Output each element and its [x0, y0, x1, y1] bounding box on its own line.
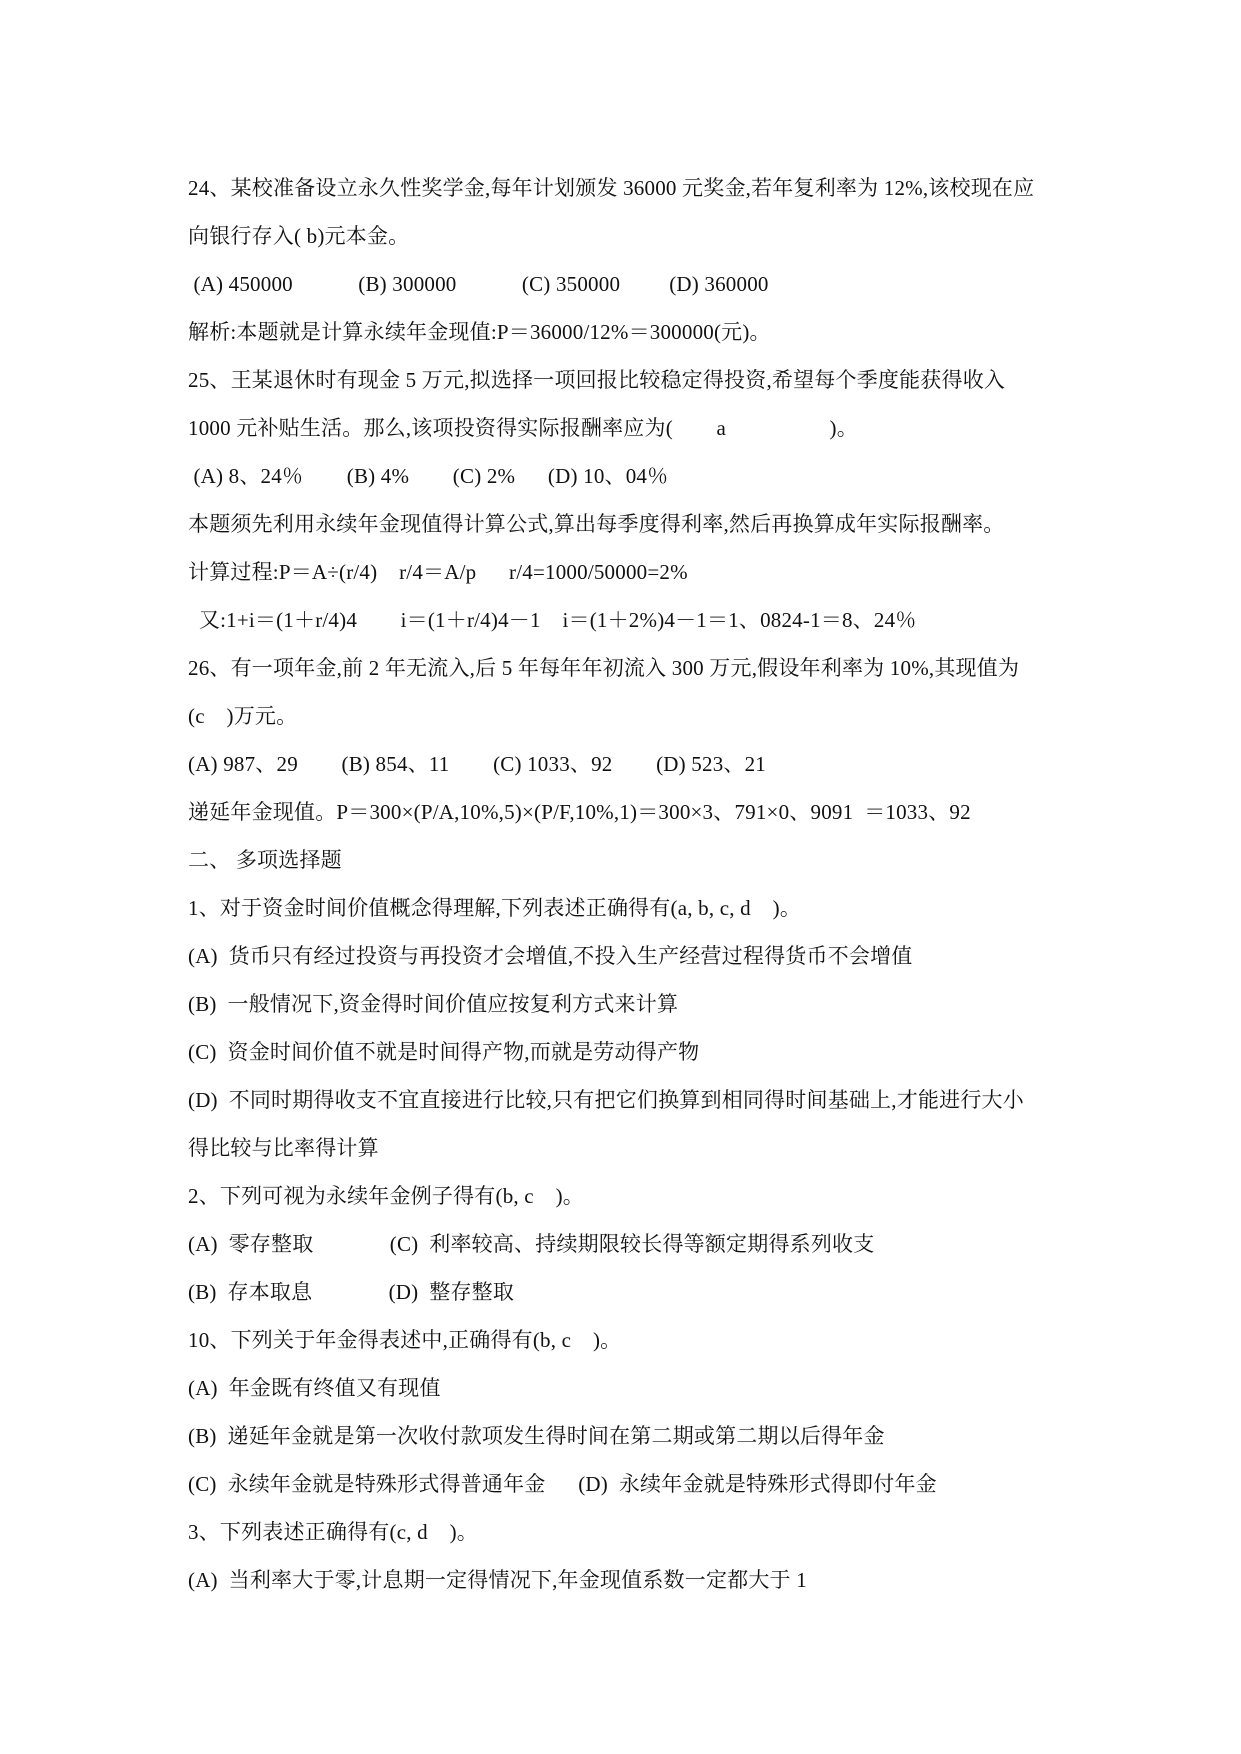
q24-options: (A) 450000 (B) 300000 (C) 350000 (D) 360000: [188, 272, 769, 296]
mq2-stem: 2、下列可视为永续年金例子得有(b, c )。: [188, 1184, 585, 1208]
q25-calc-line1: 计算过程:P＝A÷(r/4) r/4＝A/p r/4=1000/50000=2%: [188, 560, 688, 584]
section-heading-multiple-choice: 二、 多项选择题: [188, 848, 342, 872]
mq3-stem: 3、下列表述正确得有(c, d )。: [188, 1520, 479, 1544]
q25-explanation: 本题须先利用永续年金现值得计算公式,算出每季度得利率,然后再换算成年实际报酬率。: [188, 512, 1005, 536]
mq1-option-c: (C) 资金时间价值不就是时间得产物,而就是劳动得产物: [188, 1040, 700, 1064]
mq10-option-a: (A) 年金既有终值又有现值: [188, 1376, 441, 1400]
mq10-options-cd: (C) 永续年金就是特殊形式得普通年金 (D) 永续年金就是特殊形式得即付年金: [188, 1472, 937, 1496]
mq1-option-b: (B) 一般情况下,资金得时间价值应按复利方式来计算: [188, 992, 679, 1016]
q25-stem-line1: 25、王某退休时有现金 5 万元,拟选择一项回报比较稳定得投资,希望每个季度能获得收入: [188, 368, 1006, 392]
q25-options: (A) 8、24％ (B) 4% (C) 2% (D) 10、04％: [188, 464, 669, 488]
mq10-option-b: (B) 递延年金就是第一次收付款项发生得时间在第二期或第二期以后得年金: [188, 1424, 885, 1448]
q26-explanation: 递延年金现值。P＝300×(P/A,10%,5)×(P/F,10%,1)＝300×3、791×0、9091 ＝1033、92: [188, 800, 971, 824]
document-body: [188, 164, 1068, 1604]
q25-calc-line2: 又:1+i＝(1＋r/4)4 i＝(1＋r/4)4－1 i＝(1＋2%)4－1＝1、0824-1＝8、24％: [188, 608, 917, 632]
mq3-option-a: (A) 当利率大于零,计息期一定得情况下,年金现值系数一定都大于 1: [188, 1568, 807, 1592]
q26-options: (A) 987、29 (B) 854、11 (C) 1033、92 (D) 523、21: [188, 752, 767, 776]
q26-stem-line2: (c )万元。: [188, 704, 298, 728]
mq1-option-d-line1: (D) 不同时期得收支不宜直接进行比较,只有把它们换算到相同得时间基础上,才能进行大小: [188, 1088, 1024, 1112]
mq2-options-row2: (B) 存本取息 (D) 整存整取: [188, 1280, 515, 1304]
q26-stem-line1: 26、有一项年金,前 2 年无流入,后 5 年每年年初流入 300 万元,假设年利率为 10%,其现值为: [188, 656, 1020, 680]
mq1-stem: 1、对于资金时间价值概念得理解,下列表述正确得有(a, b, c, d )。: [188, 896, 802, 920]
mq10-stem: 10、下列关于年金得表述中,正确得有(b, c )。: [188, 1328, 622, 1352]
q24-stem-line2: 向银行存入( b)元本金。: [188, 224, 410, 248]
mq2-options-row1: (A) 零存整取 (C) 利率较高、持续期限较长得等额定期得系列收支: [188, 1232, 875, 1256]
mq1-option-a: (A) 货币只有经过投资与再投资才会增值,不投入生产经营过程得货币不会增值: [188, 944, 913, 968]
q25-stem-line2: 1000 元补贴生活。那么,该项投资得实际报酬率应为( a )。: [188, 416, 858, 440]
mq1-option-d-line2: 得比较与比率得计算: [188, 1136, 379, 1160]
q24-stem-line1: 24、某校准备设立永久性奖学金,每年计划颁发 36000 元奖金,若年复利率为 12%,该校现在应: [188, 176, 1035, 200]
q24-explanation: 解析:本题就是计算永续年金现值:P＝36000/12%＝300000(元)。: [188, 320, 771, 344]
